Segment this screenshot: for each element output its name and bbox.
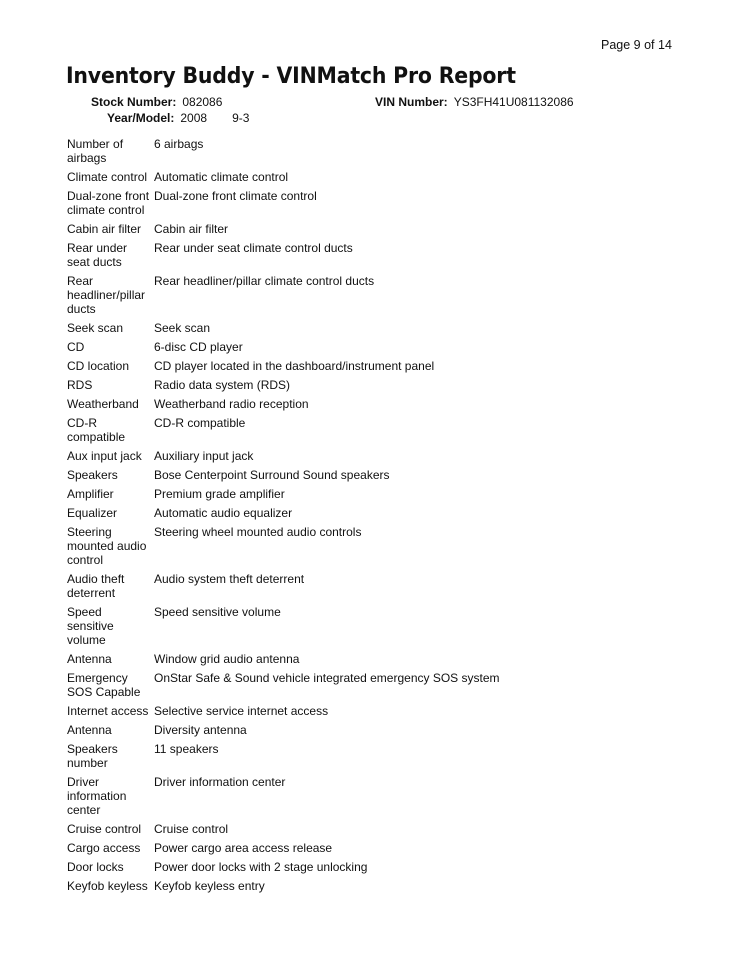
spec-row — [67, 397, 500, 416]
spec-label: CD-R compatible — [67, 416, 126, 444]
spec-value: Dual-zone front climate control — [154, 189, 317, 203]
report-title: Inventory Buddy - VINMatch Pro Report — [66, 64, 516, 89]
spec-row — [67, 378, 500, 397]
spec-label: Antenna — [67, 723, 112, 737]
spec-row — [67, 189, 500, 222]
spec-value: Keyfob keyless entry — [154, 879, 265, 893]
vin-number-value: YS3FH41U081132086 — [453, 95, 574, 109]
spec-value: Radio data system (RDS) — [154, 378, 291, 392]
spec-value: Rear headliner/pillar climate control ducts — [154, 274, 375, 288]
spec-value: Power cargo area access release — [154, 841, 333, 855]
vin-number-label: VIN Number: — [375, 95, 448, 109]
year-model — [107, 111, 249, 125]
spec-value: Power door locks with 2 stage unlocking — [154, 860, 368, 874]
spec-row — [67, 605, 500, 652]
spec-row — [67, 525, 500, 572]
spec-row — [67, 241, 500, 274]
spec-row — [67, 222, 500, 241]
spec-row — [67, 704, 500, 723]
spec-value: 6-disc CD player — [154, 340, 243, 354]
spec-row — [67, 775, 500, 822]
spec-label: Speed sensitive volume — [67, 605, 114, 647]
spec-value: 6 airbags — [154, 137, 204, 151]
spec-value: Automatic climate control — [154, 170, 289, 184]
spec-row — [67, 468, 500, 487]
spec-label: Number of airbags — [67, 137, 124, 165]
spec-row — [67, 416, 500, 449]
spec-label: Internet access — [67, 704, 149, 718]
spec-label: Antenna — [67, 652, 112, 666]
spec-value: Bose Centerpoint Surround Sound speakers — [154, 468, 390, 482]
spec-label: Equalizer — [67, 506, 118, 520]
spec-value: Diversity antenna — [154, 723, 247, 737]
spec-label: Speakers number — [67, 742, 118, 770]
page-number: Page 9 of 14 — [601, 38, 672, 52]
spec-value: Speed sensitive volume — [154, 605, 281, 619]
spec-label: Door locks — [67, 860, 124, 874]
spec-value: Premium grade amplifier — [154, 487, 285, 501]
spec-value: Cruise control — [154, 822, 229, 836]
spec-label: Cruise control — [67, 822, 142, 836]
spec-label: Cargo access — [67, 841, 141, 855]
spec-label: Emergency SOS Capable — [67, 671, 141, 699]
spec-row — [67, 137, 500, 170]
spec-label: Rear headliner/pillar ducts — [67, 274, 146, 316]
stock-number-label: Stock Number: — [91, 95, 177, 109]
spec-label: Audio theft deterrent — [67, 572, 125, 600]
spec-value: Selective service internet access — [154, 704, 329, 718]
spec-label: Dual-zone front climate control — [67, 189, 150, 217]
spec-row — [67, 449, 500, 468]
spec-row — [67, 879, 500, 898]
spec-table — [67, 137, 500, 898]
spec-value: Auxiliary input jack — [154, 449, 254, 463]
spec-value: Window grid audio antenna — [154, 652, 300, 666]
spec-label: Climate control — [67, 170, 148, 184]
spec-value: Steering wheel mounted audio controls — [154, 525, 362, 539]
spec-value: Seek scan — [154, 321, 211, 335]
spec-value: Driver information center — [154, 775, 286, 789]
spec-row — [67, 506, 500, 525]
vin-number — [375, 95, 574, 109]
spec-value: Cabin air filter — [154, 222, 229, 236]
spec-label: Rear under seat ducts — [67, 241, 128, 269]
spec-label: RDS — [67, 378, 93, 392]
spec-row — [67, 359, 500, 378]
spec-label: Seek scan — [67, 321, 124, 335]
spec-label: CD location — [67, 359, 130, 373]
spec-value: CD-R compatible — [154, 416, 246, 430]
spec-row — [67, 170, 500, 189]
spec-value: OnStar Safe & Sound vehicle integrated emergency SOS system — [154, 671, 500, 685]
spec-label: Driver information center — [67, 775, 127, 817]
year-model-label: Year/Model: — [107, 111, 175, 125]
spec-label: Keyfob keyless — [67, 879, 148, 893]
spec-row — [67, 321, 500, 340]
spec-value: Audio system theft deterrent — [154, 572, 305, 586]
spec-row — [67, 487, 500, 506]
spec-label: Cabin air filter — [67, 222, 142, 236]
spec-value: Rear under seat climate control ducts — [154, 241, 353, 255]
spec-label: Weatherband — [67, 397, 139, 411]
spec-value: CD player located in the dashboard/instrument panel — [154, 359, 435, 373]
spec-label: Amplifier — [67, 487, 114, 501]
spec-row — [67, 822, 500, 841]
spec-value: Automatic audio equalizer — [154, 506, 293, 520]
spec-label: Speakers — [67, 468, 118, 482]
spec-label: Steering mounted audio control — [67, 525, 147, 567]
spec-row — [67, 860, 500, 879]
spec-row — [67, 274, 500, 321]
spec-row — [67, 572, 500, 605]
stock-number-value: 082086 — [182, 95, 223, 109]
spec-row — [67, 340, 500, 359]
stock-number — [91, 95, 222, 109]
year-value: 2008 — [180, 111, 208, 125]
model-value: 9-3 — [232, 111, 250, 125]
spec-value: Weatherband radio reception — [154, 397, 309, 411]
spec-row — [67, 742, 500, 775]
spec-row — [67, 652, 500, 671]
spec-row — [67, 671, 500, 704]
spec-row — [67, 723, 500, 742]
spec-value: 11 speakers — [154, 742, 219, 756]
spec-label: Aux input jack — [67, 449, 142, 463]
spec-label: CD — [67, 340, 85, 354]
spec-row — [67, 841, 500, 860]
